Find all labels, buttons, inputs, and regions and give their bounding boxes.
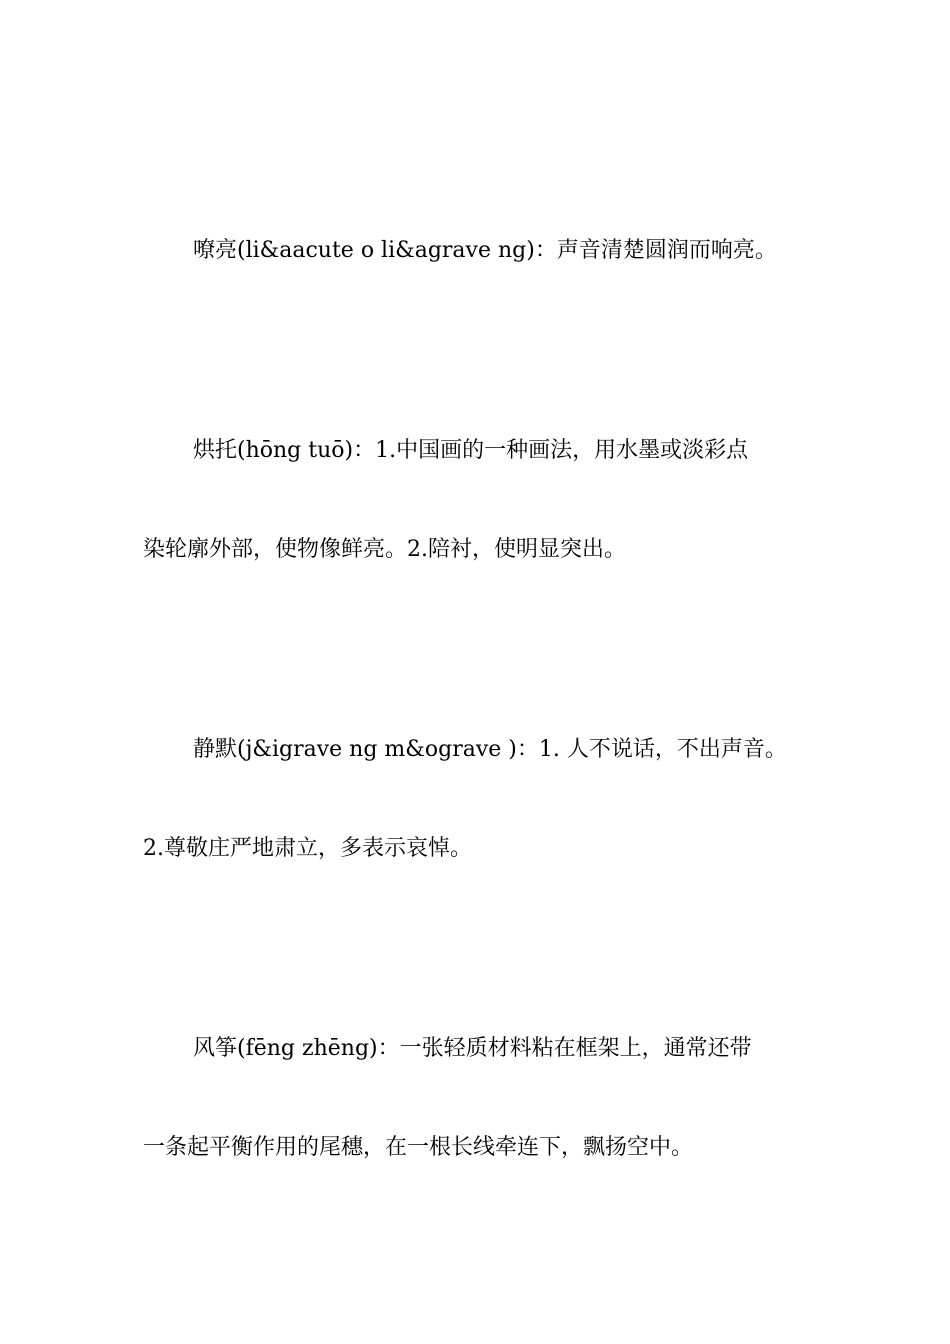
entry-liaoliang-line-1: 嘹亮(li&aacute o li&agrave ng)：声音清楚圆润而响亮。 <box>193 238 777 263</box>
entry-hongtuo-line-1: 烘托(hōng tuō)：1.中国画的一种画法，用水墨或淡彩点 <box>193 438 749 463</box>
entry-fengzheng-line-2: 一条起平衡作用的尾穗，在一根长线牵连下，飘扬空中。 <box>143 1135 694 1160</box>
entry-fengzheng-line-1: 风筝(fēng zhēng)：一张轻质材料粘在框架上，通常还带 <box>193 1036 752 1061</box>
entry-jingmo-line-2: 2.尊敬庄严地肃立，多表示哀悼。 <box>143 836 472 861</box>
entry-hongtuo-line-2: 染轮廓外部，使物像鲜亮。2.陪衬，使明显突出。 <box>143 537 626 562</box>
entry-jingmo-line-1: 静默(j&igrave ng m&ograve )：1. 人不说话，不出声音。 <box>193 737 787 762</box>
